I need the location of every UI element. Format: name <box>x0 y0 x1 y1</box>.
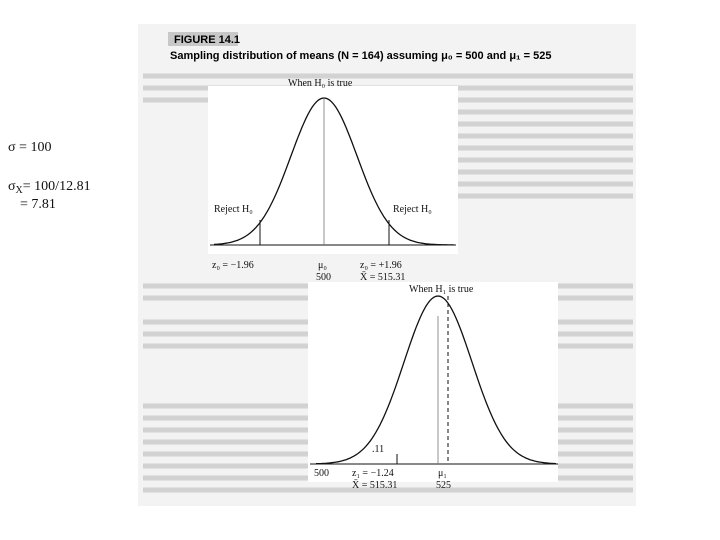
bottom-mu-value: 525 <box>436 480 451 491</box>
reject-left: Reject H₀ <box>214 204 253 215</box>
sigma-x-result: = 7.81 <box>20 197 56 212</box>
sigma-x-value: = 100/12.81 <box>22 179 91 194</box>
bottom-plot-area <box>308 282 558 482</box>
top-z-right: z₀ = +1.96 <box>360 260 402 271</box>
figure-svg <box>138 24 636 506</box>
top-mu-value: 500 <box>316 272 331 283</box>
bottom-mu: μ₁ <box>438 468 447 479</box>
top-xbar: X̄ = 515.31 <box>360 272 406 283</box>
figure-title: Sampling distribution of means (N = 164) assuming μ₀ = 500 and μ₁ = 525 <box>170 50 552 62</box>
bottom-left-value: 500 <box>314 468 329 479</box>
top-z-left: z₀ = −1.96 <box>212 260 254 271</box>
top-plot-area <box>208 86 458 254</box>
scanned-figure <box>138 24 636 506</box>
sigma-value: = 100 <box>19 140 52 155</box>
sigma-note <box>8 140 51 156</box>
top-caption: When H₀ is true <box>288 78 353 89</box>
sigma-symbol: σ <box>8 140 16 155</box>
bottom-beta: .11 <box>372 444 385 455</box>
bottom-xbar: X̄ = 515.31 <box>352 480 398 491</box>
top-mu: μ₀ <box>318 260 327 271</box>
bottom-z: z₁ = −1.24 <box>352 468 394 479</box>
reject-right: Reject H₀ <box>393 204 432 215</box>
bottom-caption: When H₁ is true <box>409 284 474 295</box>
sigma-x-symbol: σ <box>8 179 16 194</box>
sigma-x-note <box>8 179 91 196</box>
figure-label: FIGURE 14.1 <box>174 34 241 46</box>
sigma-x-subscript: X <box>15 185 23 196</box>
